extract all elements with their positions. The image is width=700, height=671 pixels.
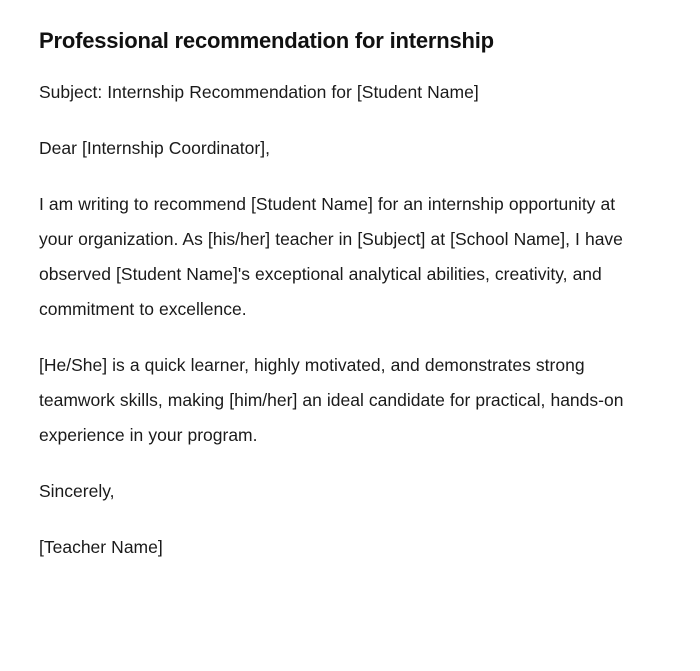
letter-body: [39, 56, 633, 565]
letter-subject-line: Subject: Internship Recommendation for [Student Name]: [39, 82, 479, 102]
letter-signature: [Teacher Name]: [39, 537, 163, 557]
letter-salutation: Dear [Internship Coordinator],: [39, 138, 270, 158]
letter-paragraph-2: [He/She] is a quick learner, highly motivated, and demonstrates strong teamwork skills, making [him/her] an ideal candidate for practical, hands-on experience in your program.: [39, 355, 624, 445]
letter-paragraph-1: I am writing to recommend [Student Name] for an internship opportunity at your organization. As [his/her] teacher in [Subject] at [School Name], I have observed [Student Name]'s exceptional analytical abilities, creativity, and commitment to excellence.: [39, 194, 623, 319]
letter-closing: Sincerely,: [39, 481, 115, 501]
page-title: Professional recommendation for internship: [39, 28, 494, 53]
